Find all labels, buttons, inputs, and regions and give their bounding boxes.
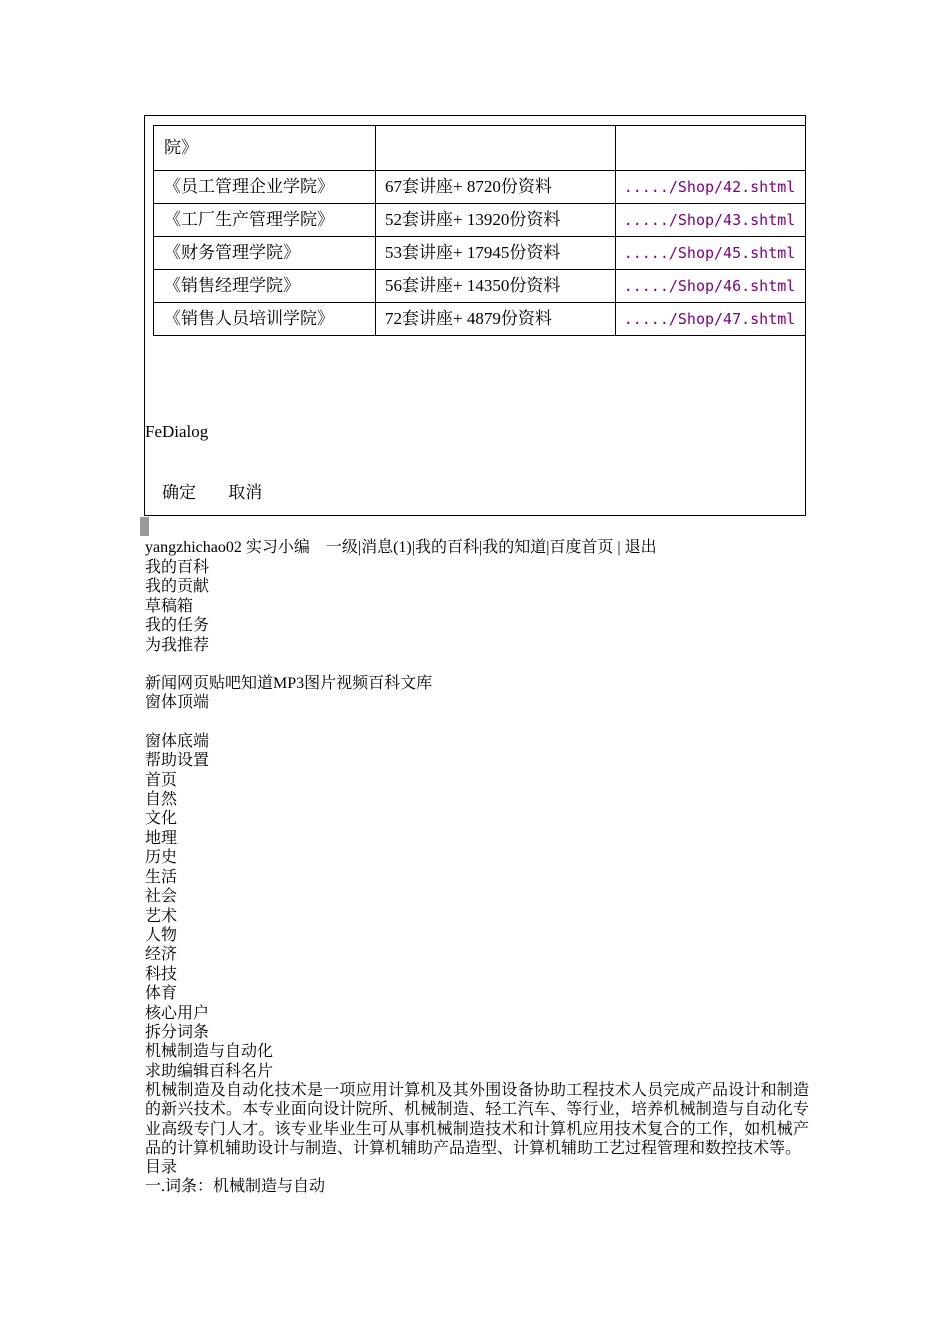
category-people[interactable]: 人物 xyxy=(145,926,178,944)
table-row xyxy=(154,171,806,204)
category-sports[interactable]: 体育 xyxy=(145,985,178,1003)
ok-button[interactable]: 确定 xyxy=(162,483,196,502)
table-row xyxy=(154,204,806,237)
product-nav[interactable]: 新闻网页贴吧知道MP3图片视频百科文库 xyxy=(145,675,433,693)
messages-link[interactable]: 消息(1) xyxy=(361,539,412,556)
shop-link-cell xyxy=(615,126,805,171)
baidu-home-link[interactable]: 百度首页 xyxy=(549,539,614,556)
category-culture[interactable]: 文化 xyxy=(145,810,178,828)
shop-table xyxy=(153,125,805,336)
username-link[interactable]: yangzhichao02 xyxy=(145,539,242,556)
course-name-cell: 《销售经理学院》 xyxy=(154,270,376,303)
category-geography[interactable]: 地理 xyxy=(145,829,178,847)
menu-my-tasks[interactable]: 我的任务 xyxy=(145,617,210,635)
cancel-button[interactable]: 取消 xyxy=(228,483,263,502)
course-name-cell: 《工厂生产管理学院》 xyxy=(154,204,376,237)
category-split-entries[interactable]: 拆分词条 xyxy=(145,1023,210,1041)
article-summary: 机械制造及自动化技术是一项应用计算机及其外围设备协助工程技术人员完成产品设计和制造的新兴技术。本专业面向设计院所、机械制造、轻工汽车、等行业，培养机械制造与自动化专业高级专门人才。该专业毕业生可从事机械制造技术和计算机应用技术复合的工作，如机械产品的计算机辅助设计与制造、计算机辅助产品造型、计算机辅助工艺过程管理和数控技术等。 xyxy=(145,1082,809,1157)
table-row xyxy=(154,237,806,270)
category-core-users[interactable]: 核心用户 xyxy=(145,1004,210,1022)
user-role: 实习小编 xyxy=(245,539,310,556)
category-economy[interactable]: 经济 xyxy=(145,946,178,964)
category-technology[interactable]: 科技 xyxy=(145,965,178,983)
my-zhidao-link[interactable]: 我的知道 xyxy=(482,539,547,556)
form-top-marker: 窗体顶端 xyxy=(145,694,210,712)
menu-drafts[interactable]: 草稿箱 xyxy=(145,597,194,615)
menu-my-baike[interactable]: 我的百科 xyxy=(145,559,210,576)
course-count-cell: 67套讲座+ 8720份资料 xyxy=(376,171,616,204)
table-row xyxy=(154,126,806,171)
page-body xyxy=(145,538,809,1197)
dialog-frame xyxy=(144,115,806,516)
toc-item[interactable]: 一.词条：机械制造与自动 xyxy=(145,1178,326,1196)
help-settings-link[interactable]: 帮助设置 xyxy=(145,752,210,770)
shop-link[interactable]: ...../Shop/47.shtml xyxy=(615,303,805,336)
table-row xyxy=(154,270,806,303)
course-name-cell: 《员工管理企业学院》 xyxy=(154,171,376,204)
article-title: 机械制造与自动化 xyxy=(145,1043,274,1061)
table-row xyxy=(154,303,806,336)
category-history[interactable]: 历史 xyxy=(145,849,178,867)
menu-recommend[interactable]: 为我推荐 xyxy=(145,636,210,654)
category-nature[interactable]: 自然 xyxy=(145,791,178,809)
category-art[interactable]: 艺术 xyxy=(145,907,178,925)
toc-label: 目录 xyxy=(145,1158,178,1176)
category-society[interactable]: 社会 xyxy=(145,888,178,906)
spacer xyxy=(145,655,809,674)
course-count-cell: 52套讲座+ 13920份资料 xyxy=(376,204,616,237)
shop-link[interactable]: ...../Shop/46.shtml xyxy=(615,270,805,303)
dialog-title: FeDialog xyxy=(145,422,209,441)
spacer xyxy=(145,713,809,732)
user-level[interactable]: 一级 xyxy=(325,539,358,556)
user-bar: yangzhichao02 实习小编 一级|消息(1)|我的百科|我的知道|百度首页 | 退出 xyxy=(145,539,657,556)
course-count-cell: 53套讲座+ 17945份资料 xyxy=(376,237,616,270)
category-home[interactable]: 首页 xyxy=(145,771,178,789)
shop-link[interactable]: ...../Shop/45.shtml xyxy=(615,237,805,270)
menu-my-contributions[interactable]: 我的贡献 xyxy=(145,578,210,596)
course-name-cell: 《财务管理学院》 xyxy=(154,237,376,270)
course-count-cell xyxy=(376,126,616,171)
my-baike-link[interactable]: 我的百科 xyxy=(414,539,479,556)
dialog-buttons xyxy=(162,478,290,503)
course-name-cell: 院》 xyxy=(154,126,376,171)
shop-link[interactable]: ...../Shop/42.shtml xyxy=(615,171,805,204)
edit-help-links[interactable]: 求助编辑百科名片 xyxy=(145,1062,274,1080)
shop-link[interactable]: ...../Shop/43.shtml xyxy=(615,204,805,237)
category-life[interactable]: 生活 xyxy=(145,868,178,886)
course-count-cell: 56套讲座+ 14350份资料 xyxy=(376,270,616,303)
resize-handle[interactable] xyxy=(140,517,149,536)
course-name-cell: 《销售人员培训学院》 xyxy=(154,303,376,336)
logout-link[interactable]: 退出 xyxy=(624,539,657,556)
course-count-cell: 72套讲座+ 4879份资料 xyxy=(376,303,616,336)
form-bottom-marker: 窗体底端 xyxy=(145,732,210,750)
